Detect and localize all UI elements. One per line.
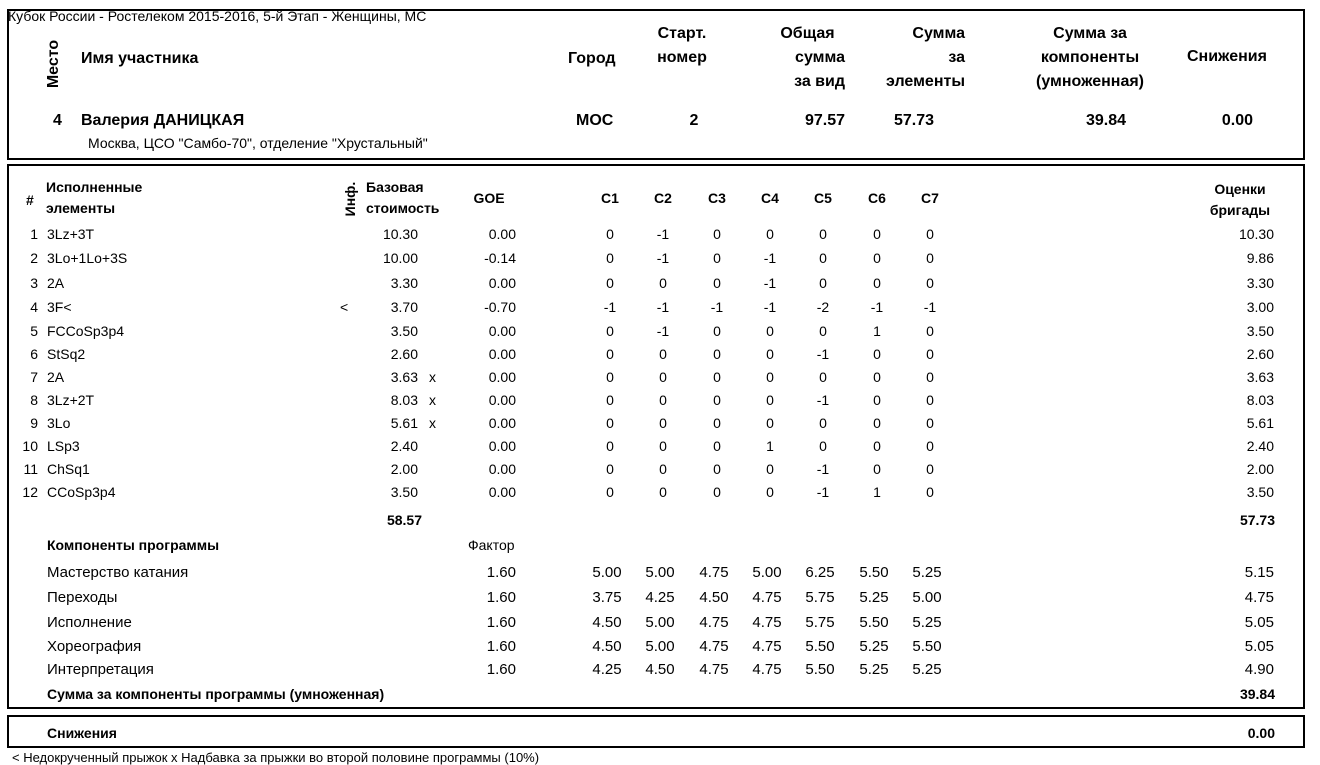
pcs-sum-value: 39.84 — [1239, 686, 1275, 702]
judge-score: 0 — [659, 438, 667, 454]
col-ded-header: Снижения — [1187, 48, 1267, 65]
judge-score: 0 — [713, 392, 721, 408]
judge-score: 0 — [606, 392, 614, 408]
judge-score: 0 — [926, 275, 934, 291]
element-goe: 0.00 — [488, 461, 516, 477]
deductions-label: Снижения — [47, 725, 117, 741]
component-judge-score: 4.50 — [699, 589, 729, 606]
col-pcs-header: Сумма за компоненты (умноженная) — [1036, 25, 1144, 90]
judge-score: 0 — [819, 415, 827, 431]
element-goe: 0.00 — [488, 275, 516, 291]
judge-score: 0 — [926, 415, 934, 431]
judge-score: 0 — [926, 438, 934, 454]
component-factor: 1.60 — [486, 614, 516, 631]
judge-score: 0 — [659, 275, 667, 291]
judge-score: 0 — [713, 438, 721, 454]
element-bonus-flag: x — [429, 392, 436, 408]
element-code: 2A — [47, 369, 65, 385]
judge-header: C4 — [761, 190, 779, 206]
judge-score: 0 — [873, 438, 881, 454]
element-number: 12 — [22, 484, 38, 500]
judge-score: 0 — [819, 438, 827, 454]
element-code: CCoSp3p4 — [47, 484, 116, 500]
component-judge-score: 5.00 — [752, 564, 782, 581]
skater-tes: 57.73 — [893, 112, 934, 129]
element-code: FCCoSp3p4 — [47, 323, 125, 339]
judge-score: 0 — [659, 369, 667, 385]
component-name: Мастерство катания — [47, 564, 189, 581]
component-judge-score: 4.75 — [752, 614, 782, 631]
components-title: Компоненты программы — [47, 537, 220, 553]
judge-score: 1 — [873, 484, 881, 500]
total-base-value: 58.57 — [386, 512, 422, 528]
skater-city: МОС — [576, 112, 614, 129]
judge-score: 0 — [606, 250, 614, 266]
judge-score: -1 — [763, 299, 777, 315]
skater-ded: 0.00 — [1221, 112, 1253, 129]
component-judge-score: 6.25 — [805, 564, 835, 581]
skater-pcs: 39.84 — [1085, 112, 1126, 129]
judge-score: 0 — [926, 346, 934, 362]
judge-score: -1 — [603, 299, 617, 315]
judge-score: 0 — [606, 438, 614, 454]
element-panel-score: 3.50 — [1246, 484, 1274, 500]
judge-score: 0 — [659, 484, 667, 500]
component-judge-score: 4.75 — [699, 638, 729, 655]
judge-score: -1 — [710, 299, 724, 315]
component-judge-score: 3.75 — [592, 589, 622, 606]
judge-score: 0 — [606, 461, 614, 477]
judge-score: 0 — [766, 484, 774, 500]
el-goe-header: GOE — [473, 190, 505, 206]
judge-score: 0 — [713, 226, 721, 242]
judge-score: -1 — [656, 226, 670, 242]
element-number: 6 — [30, 346, 38, 362]
judge-score: 0 — [659, 461, 667, 477]
deductions-box — [7, 715, 1305, 748]
judge-score: 0 — [606, 226, 614, 242]
judge-score: 0 — [659, 392, 667, 408]
judge-score: 1 — [766, 438, 774, 454]
judge-score: 0 — [766, 346, 774, 362]
el-num-header: # — [26, 192, 34, 208]
element-base-value: 2.40 — [390, 438, 418, 454]
judge-score: 0 — [713, 415, 721, 431]
component-judge-score: 4.50 — [592, 614, 622, 631]
component-factor: 1.60 — [486, 638, 516, 655]
component-judge-score: 4.50 — [645, 661, 675, 678]
component-name: Переходы — [47, 589, 118, 606]
judge-header: C7 — [921, 190, 939, 206]
judge-score: 0 — [926, 226, 934, 242]
judge-score: 0 — [659, 415, 667, 431]
col-place-header: Место — [45, 39, 62, 89]
el-panel-header: Оценки бригады — [1209, 181, 1271, 218]
col-city-header: Город — [568, 50, 616, 67]
judge-score: 0 — [606, 484, 614, 500]
element-panel-score: 5.61 — [1246, 415, 1274, 431]
judge-score: 0 — [873, 275, 881, 291]
component-judge-score: 4.25 — [645, 589, 675, 606]
col-total-header: Общая сумма за вид — [780, 25, 845, 90]
element-panel-score: 3.00 — [1246, 299, 1274, 315]
judge-score: -1 — [870, 299, 884, 315]
element-panel-score: 2.60 — [1246, 346, 1274, 362]
component-factor: 1.60 — [486, 564, 516, 581]
component-factor: 1.60 — [486, 589, 516, 606]
judge-score: 0 — [713, 369, 721, 385]
element-base-value: 5.61 — [390, 415, 418, 431]
component-judge-score: 5.50 — [912, 638, 942, 655]
element-code: 3F< — [47, 299, 72, 315]
component-judge-score: 5.50 — [859, 564, 889, 581]
component-score: 5.15 — [1244, 564, 1274, 581]
element-base-value: 3.50 — [390, 323, 418, 339]
judge-score: 0 — [713, 346, 721, 362]
element-code: ChSq1 — [47, 461, 90, 477]
element-number: 1 — [30, 226, 38, 242]
pcs-sum-label: Сумма за компоненты программы (умноженная) — [47, 686, 385, 702]
component-factor: 1.60 — [486, 661, 516, 678]
judge-score: 1 — [873, 323, 881, 339]
component-judge-score: 4.75 — [699, 614, 729, 631]
element-info: < — [340, 299, 349, 315]
judge-score: 0 — [713, 250, 721, 266]
judge-header: C3 — [708, 190, 726, 206]
judge-header: C6 — [868, 190, 886, 206]
element-base-value: 2.00 — [390, 461, 418, 477]
element-panel-score: 10.30 — [1238, 226, 1274, 242]
judge-score: 0 — [819, 275, 827, 291]
element-code: 2A — [47, 275, 65, 291]
component-judge-score: 5.25 — [859, 638, 889, 655]
el-name-header: Исполненные элементы — [46, 179, 143, 216]
element-number: 5 — [30, 323, 38, 339]
skater-name: Валерия ДАНИЦКАЯ — [81, 112, 245, 129]
component-name: Интерпретация — [47, 661, 154, 678]
element-base-value: 8.03 — [390, 392, 418, 408]
judge-score: 0 — [873, 226, 881, 242]
element-goe: 0.00 — [488, 438, 516, 454]
element-code: StSq2 — [47, 346, 86, 362]
element-goe: -0.70 — [484, 299, 516, 315]
judge-score: 0 — [766, 415, 774, 431]
judge-score: 0 — [606, 346, 614, 362]
judge-score: 0 — [926, 369, 934, 385]
component-judge-score: 4.75 — [752, 638, 782, 655]
component-judge-score: 5.25 — [912, 564, 942, 581]
component-score: 5.05 — [1244, 614, 1274, 631]
event-title: Кубок России - Ростелеком 2015-2016, 5-й Этап - Женщины, МС — [8, 8, 427, 24]
component-judge-score: 5.25 — [912, 661, 942, 678]
element-panel-score: 2.40 — [1246, 438, 1274, 454]
judge-score: -1 — [923, 299, 937, 315]
component-judge-score: 5.50 — [805, 638, 835, 655]
skater-place: 4 — [53, 112, 62, 129]
judge-score: 0 — [713, 323, 721, 339]
judge-score: 0 — [873, 415, 881, 431]
footnote: < Недокрученный прыжок x Надбавка за прыжки во второй половине программы (10%) — [12, 750, 540, 765]
element-number: 11 — [23, 461, 38, 477]
element-panel-score: 3.30 — [1246, 275, 1274, 291]
element-base-value: 10.30 — [382, 226, 418, 242]
deductions-value: 0.00 — [1247, 725, 1275, 741]
judge-score: 0 — [766, 323, 774, 339]
judge-score: 0 — [873, 346, 881, 362]
element-bonus-flag: x — [429, 415, 436, 431]
element-code: 3Lz+2T — [47, 392, 95, 408]
element-base-value: 10.00 — [382, 250, 418, 266]
element-panel-score: 9.86 — [1246, 250, 1274, 266]
col-name-header: Имя участника — [81, 50, 199, 67]
component-judge-score: 4.75 — [752, 661, 782, 678]
judge-score: -1 — [656, 250, 670, 266]
factor-label: Фактор — [468, 537, 515, 553]
component-judge-score: 4.25 — [592, 661, 622, 678]
element-number: 8 — [30, 392, 38, 408]
component-score: 4.75 — [1244, 589, 1274, 606]
element-number: 2 — [30, 250, 38, 266]
judge-score: 0 — [713, 275, 721, 291]
judge-score: -1 — [816, 461, 830, 477]
element-bonus-flag: x — [429, 369, 436, 385]
element-goe: 0.00 — [488, 226, 516, 242]
total-tes: 57.73 — [1239, 512, 1275, 528]
component-judge-score: 4.50 — [592, 638, 622, 655]
judge-score: -1 — [656, 323, 670, 339]
element-goe: -0.14 — [484, 250, 516, 266]
element-goe: 0.00 — [488, 484, 516, 500]
judge-score: 0 — [819, 369, 827, 385]
element-base-value: 2.60 — [390, 346, 418, 362]
element-goe: 0.00 — [488, 392, 516, 408]
judge-score: 0 — [926, 461, 934, 477]
judge-score: 0 — [606, 415, 614, 431]
component-judge-score: 5.00 — [592, 564, 622, 581]
judge-score: 0 — [926, 323, 934, 339]
component-judge-score: 4.75 — [752, 589, 782, 606]
component-judge-score: 5.00 — [912, 589, 942, 606]
element-code: 3Lo — [47, 415, 71, 431]
element-base-value: 3.30 — [390, 275, 418, 291]
element-base-value: 3.63 — [390, 369, 418, 385]
element-base-value: 3.50 — [390, 484, 418, 500]
component-judge-score: 5.25 — [912, 614, 942, 631]
judge-score: 0 — [766, 461, 774, 477]
component-judge-score: 4.75 — [699, 564, 729, 581]
el-info-header: Инф. — [342, 181, 358, 217]
judge-score: -1 — [816, 346, 830, 362]
element-panel-score: 8.03 — [1246, 392, 1274, 408]
judge-score: 0 — [766, 369, 774, 385]
component-judge-score: 5.25 — [859, 589, 889, 606]
component-score: 5.05 — [1244, 638, 1274, 655]
judge-score: 0 — [713, 484, 721, 500]
judge-header: C5 — [814, 190, 832, 206]
judge-score: -1 — [763, 250, 777, 266]
element-panel-score: 3.63 — [1246, 369, 1274, 385]
element-code: 3Lo+1Lo+3S — [47, 250, 128, 266]
element-goe: 0.00 — [488, 346, 516, 362]
element-number: 3 — [30, 275, 38, 291]
judge-score: -1 — [763, 275, 777, 291]
col-tes-header: Сумма за элементы — [886, 25, 965, 90]
judge-score: 0 — [873, 461, 881, 477]
component-score: 4.90 — [1244, 661, 1274, 678]
element-goe: 0.00 — [488, 323, 516, 339]
judge-score: 0 — [659, 346, 667, 362]
col-start-header: Старт. номер — [657, 25, 707, 66]
component-judge-score: 5.75 — [805, 614, 835, 631]
judge-header: C1 — [601, 190, 619, 206]
skater-club: Москва, ЦСО "Самбо-70", отделение "Хрустальный" — [88, 135, 428, 151]
judge-score: 0 — [819, 323, 827, 339]
judge-score: 0 — [926, 484, 934, 500]
judge-score: 0 — [766, 392, 774, 408]
skater-total: 97.57 — [804, 112, 845, 129]
element-goe: 0.00 — [488, 369, 516, 385]
component-judge-score: 5.50 — [805, 661, 835, 678]
element-number: 10 — [22, 438, 38, 454]
judge-score: 0 — [873, 392, 881, 408]
component-judge-score: 5.75 — [805, 589, 835, 606]
element-number: 7 — [30, 369, 38, 385]
element-code: 3Lz+3T — [47, 226, 95, 242]
judge-score: 0 — [873, 250, 881, 266]
judge-score: -1 — [816, 392, 830, 408]
component-judge-score: 5.00 — [645, 638, 675, 655]
judge-score: -1 — [656, 299, 670, 315]
component-judge-score: 5.00 — [645, 564, 675, 581]
judge-score: 0 — [873, 369, 881, 385]
judge-score: 0 — [713, 461, 721, 477]
element-number: 9 — [30, 415, 38, 431]
component-judge-score: 5.50 — [859, 614, 889, 631]
element-goe: 0.00 — [488, 415, 516, 431]
skater-start: 2 — [689, 112, 699, 129]
judge-score: 0 — [926, 392, 934, 408]
judge-score: 0 — [766, 226, 774, 242]
el-base-header: Базовая стоимость — [366, 179, 440, 216]
judge-score: -2 — [816, 299, 830, 315]
judge-score: 0 — [819, 250, 827, 266]
judge-score: 0 — [606, 369, 614, 385]
component-judge-score: 5.25 — [859, 661, 889, 678]
judge-score: 0 — [819, 226, 827, 242]
component-judge-score: 5.00 — [645, 614, 675, 631]
judge-score: -1 — [816, 484, 830, 500]
judge-header: C2 — [654, 190, 672, 206]
component-judge-score: 4.75 — [699, 661, 729, 678]
judge-score: 0 — [606, 275, 614, 291]
element-code: LSp3 — [47, 438, 80, 454]
component-name: Исполнение — [47, 614, 132, 631]
element-number: 4 — [30, 299, 38, 315]
judge-score: 0 — [606, 323, 614, 339]
element-panel-score: 2.00 — [1246, 461, 1274, 477]
component-name: Хореография — [47, 638, 142, 655]
element-panel-score: 3.50 — [1246, 323, 1274, 339]
judge-score: 0 — [926, 250, 934, 266]
element-base-value: 3.70 — [390, 299, 418, 315]
